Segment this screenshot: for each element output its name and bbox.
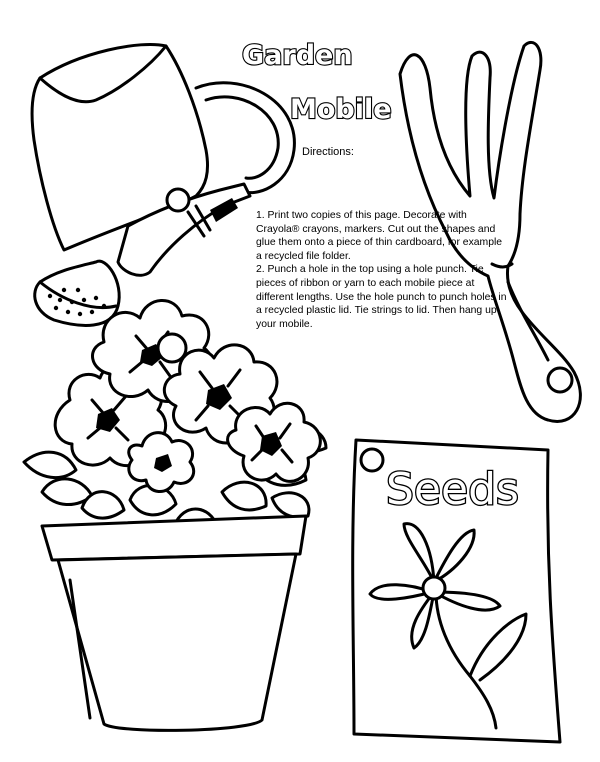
title-line-1: Garden <box>242 40 353 71</box>
directions-label: Directions: <box>302 146 354 158</box>
seed-packet-icon <box>353 440 560 742</box>
title-line-2: Mobile <box>290 94 392 125</box>
directions-step-1: 1. Print two copies of this page. Decorate with Crayola® crayons, markers. Cut out the shapes and glue them onto a piece of thin cardboard, for example a recycled file folder. <box>256 210 503 262</box>
directions-body <box>256 209 508 331</box>
directions-step-2: 2. Punch a hole in the top using a hole punch. Tie pieces of ribbon or yarn to each mobile piece at different lengths. Use the hole punch to punch holes in a recycled plastic lid. Tie strings to lid. Then hang up your mobile. <box>256 264 507 330</box>
seed-packet-label: Seeds <box>386 464 519 515</box>
flower-pot-icon <box>24 300 326 730</box>
